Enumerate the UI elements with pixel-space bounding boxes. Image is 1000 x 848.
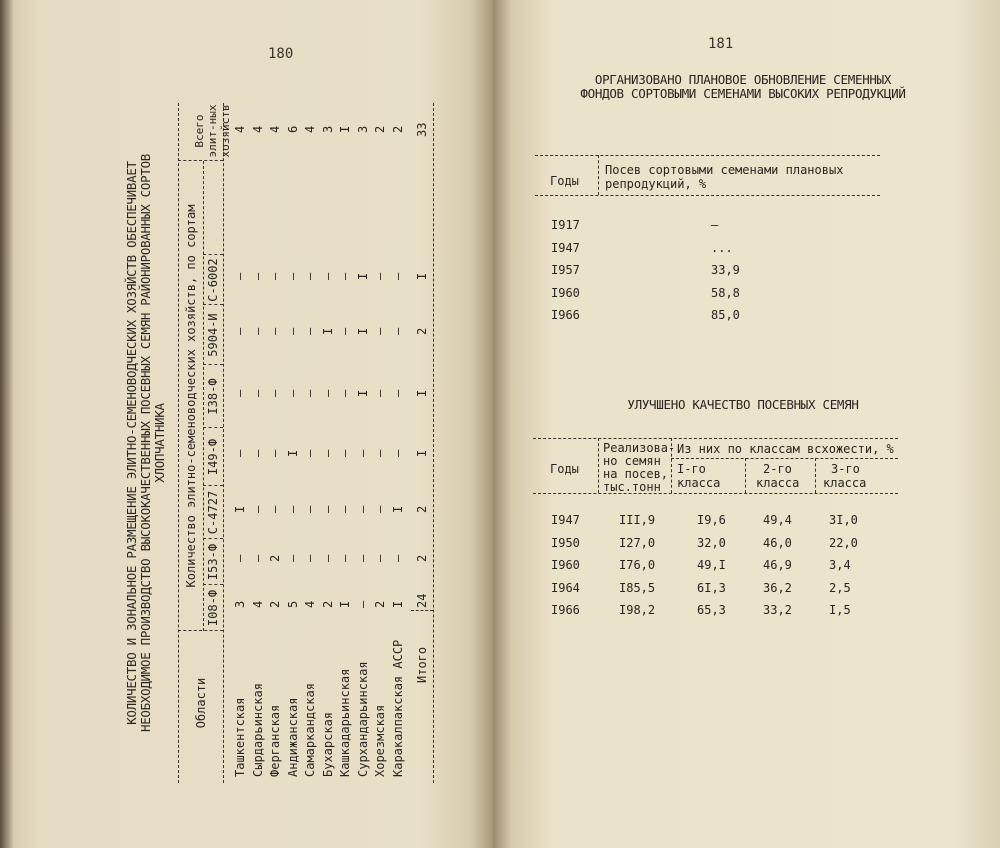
table-row-region: Каракалпакская АССР [390,639,405,777]
table-cell: – [250,389,265,397]
table-cell: 2 [268,600,282,608]
table2-cell-c2: 36,2 [763,580,792,595]
table-row-region: Бухарская [320,711,335,777]
table-cell: – [338,327,352,335]
table1-row-year: I917 [551,218,580,232]
table-rule [533,493,898,494]
table-rule [411,610,433,611]
total-row-cell: I [415,449,429,457]
table-cell: – [285,327,300,335]
table-cell: – [303,327,317,335]
table-cell: – [338,449,352,457]
header-regions: Области [194,677,208,729]
table2-header-class: класса [677,476,721,490]
table-cell: – [373,505,387,513]
table-rule [433,103,434,783]
table-cell: – [373,554,387,562]
table-rule [598,155,599,195]
table-cell: 5 [285,600,300,608]
table-rule [223,103,224,783]
table2-cell-c2: 49,4 [763,513,792,527]
table2-cell-year: I960 [551,558,580,572]
table2-cell-year: I947 [551,513,580,527]
table-cell: – [303,272,317,280]
table-cell: – [355,554,370,562]
table-cell: – [233,389,247,397]
table1-row-value: ... [711,240,733,255]
table1-header-year: Годы [550,174,579,188]
header-variety: I08-Ф [206,589,220,627]
table-cell-total: 4 [268,125,282,133]
table-cell: – [390,449,405,457]
header-total: Всего элит-ных хозяйств [193,104,232,158]
right-page [493,0,1000,848]
table-cell: I [390,505,405,513]
table-rule [815,458,816,493]
table-cell: I [390,600,405,608]
table-cell-total: 4 [233,125,247,133]
header-variety: С-6002 [206,258,220,302]
table-cell: – [320,554,335,562]
table2-header-class: класса [823,476,867,490]
table1-row-year: I957 [551,263,580,277]
table-cell: – [320,505,335,513]
table-cell: – [390,327,405,335]
table2-cell-c3: 2,5 [829,580,851,595]
header-variety: I38-Ф [206,378,220,415]
table2-header-class: I-го [677,462,706,476]
table2-title: УЛУЧШЕНО КАЧЕСТВО ПОСЕВНЫХ СЕМЯН [627,397,859,412]
table-cell: – [320,449,335,457]
total-row-label: Итого [415,646,429,683]
table2-cell-sold: I85,5 [619,580,656,595]
table-cell: – [285,505,300,513]
table-cell: – [303,449,317,457]
total-row-cell: 2 [415,505,429,513]
table-row-region: Сырдарьинская [250,683,265,777]
table-cell: – [303,554,317,562]
table2-header-class: 3-го [831,462,860,476]
table-cell: – [355,600,370,608]
table2-cell-sold: I98,2 [619,603,656,617]
table-title-line: ХЛОПЧАТНИКА [152,403,167,483]
table2-cell-c2: 46,0 [763,535,792,550]
table-cell: – [303,389,317,397]
table1-title-line: ОРГАНИЗОВАНО ПЛАНОВОЕ ОБНОВЛЕНИЕ СЕМЕННЫХ [594,72,892,87]
table-cell: – [373,272,387,280]
table-cell-total: 6 [285,125,300,133]
total-row-total: 33 [415,122,429,137]
page-number: 180 [268,46,294,62]
table2-cell-c1: 32,0 [697,535,726,550]
table-row-region: Кашкадарьинская [338,668,352,777]
total-row-cell: 2 [415,327,429,335]
table-cell: – [268,272,282,280]
header-variety: I49-Ф [206,438,220,476]
table-cell: – [338,554,352,562]
table-row-region: Ферганская [268,704,282,777]
header-variety: С-4727 [206,490,220,535]
table-row-region: Ташкентская [233,697,247,777]
table2-header-class: класса [756,476,800,490]
table-cell: – [233,272,247,280]
table2-cell-year: I964 [551,580,580,595]
table-cell: – [373,449,387,457]
table2-cell-sold: I76,0 [619,558,656,572]
table-cell: – [390,389,405,397]
table-cell: – [338,505,352,513]
table-cell: – [285,554,300,562]
table-cell: – [250,327,265,335]
table2-cell-c3: 3I,0 [829,513,858,527]
page-number: 181 [708,36,734,52]
table-cell: I [285,449,300,457]
table-cell: – [303,505,317,513]
table-cell: 2 [268,554,282,562]
table2-cell-c1: 6I,3 [697,580,726,595]
header-variety: 5904-И [206,313,220,357]
table-cell: – [355,449,370,457]
table-cell: – [250,554,265,562]
table-cell: – [285,389,300,397]
table2-cell-c3: I,5 [829,603,851,617]
table1-title-line: ФОНДОВ СОРТОВЫМИ СЕМЕНАМИ ВЫСОКИХ РЕПРОДУКЦИЙ [580,86,906,101]
header-variety: I53-Ф [206,543,220,581]
table-rule [535,155,880,156]
table1-row-year: I966 [551,308,580,322]
table-cell: – [250,505,265,513]
table-cell: 4 [303,600,317,608]
table1-header-value: репродукций, % [605,177,707,191]
table-rule [203,161,204,631]
table-cell: – [268,327,282,335]
table-cell-total: 2 [373,125,387,133]
table-cell: 3 [233,600,247,608]
table-cell-total: 3 [320,125,335,133]
table2-header-group: Из них по классам всхожести, % [677,442,894,456]
table-cell: – [268,389,282,397]
table-cell-total: I [338,125,352,133]
table-cell: – [320,389,335,397]
table2-cell-c2: 46,9 [763,558,792,572]
table-cell: – [233,327,247,335]
table-cell: – [285,272,300,280]
table2-cell-c1: 49,I [697,558,726,572]
table2-cell-sold: I27,0 [619,535,656,550]
table-cell-total: 4 [303,125,317,133]
table-cell: – [338,272,352,280]
table2-header-sold: но семян [603,454,661,468]
table-cell-total: 2 [390,125,405,133]
total-row-cell: 2 [415,554,429,562]
table2-cell-sold: III,9 [619,513,656,527]
table-cell: 4 [250,600,265,608]
table-cell: 2 [373,600,387,608]
table-cell: – [268,449,282,457]
table1-row-year: I947 [551,240,580,255]
table-cell-total: 4 [250,125,265,133]
table1-row-year: I960 [551,285,580,300]
table-cell: – [355,505,370,513]
table1-row-value: 33,9 [711,263,740,277]
table-cell: – [373,389,387,397]
table-cell: – [390,554,405,562]
table-cell-total: 3 [355,125,370,133]
table-title-line: НЕОБХОДИМОЕ ПРОИЗВОДСТВО ВЫСОКОКАЧЕСТВЕННЫХ ПОСЕВНЫХ СЕМЯН РАЙОНИРОВАННЫХ СОРТОВ [138,153,153,733]
table-cell: I [355,389,370,397]
table2-header-sold: Реализова- [603,441,676,455]
table-row-region: Андижанская [285,697,300,777]
table-cell: I [355,327,370,335]
table-cell: 2 [320,600,335,608]
table2-cell-c1: 65,3 [697,603,726,617]
table-cell: – [390,272,405,280]
table-rule [671,458,898,459]
table-cell: I [338,600,352,608]
table-cell: – [233,449,247,457]
table2-header-sold: тыс.тонн [603,480,661,494]
table-cell: – [320,272,335,280]
table2-cell-c3: 22,0 [829,535,858,550]
table2-cell-year: I966 [551,603,580,617]
table-rule [598,438,599,493]
table1-row-value: – [711,218,719,232]
table-row-region: Хорезмская [373,704,387,777]
table-cell: – [338,389,352,397]
table-cell: – [373,327,387,335]
table-cell: I [320,327,335,335]
table2-header-class: 2-го [763,462,792,476]
table-rule [745,458,746,493]
total-row-cell: 24 [415,593,429,608]
left-page [0,0,493,848]
rotated-table-block [123,103,463,783]
table-rule [535,195,880,196]
table2-header-year: Годы [550,462,579,476]
table-cell: I [233,505,247,513]
table1-header-value: Посев сортовыми семенами плановых [605,163,844,177]
header-group: Количество элитно-семеноводческих хозяйств, по сортам [184,204,198,588]
table-title-line: КОЛИЧЕСТВО И ЗОНАЛЬНОЕ РАЗМЕЩЕНИЕ ЭЛИТНО-СЕМЕНОВОДЧЕСКИХ ХОЗЯЙСТВ ОБЕСПЕЧИВАЕТ [124,161,139,725]
table-cell: I [355,272,370,280]
table1-row-value: 58,8 [711,285,740,300]
table2-cell-c2: 33,2 [763,603,792,617]
table-row-region: Сурхандарьинская [355,661,370,777]
table2-cell-c3: 3,4 [829,558,851,572]
table1-row-value: 85,0 [711,308,740,322]
table-cell: – [268,505,282,513]
table2-cell-c1: I9,6 [697,513,726,527]
table-rule [178,103,179,783]
table-rule [533,438,898,439]
table-cell: – [250,272,265,280]
table2-header-sold: на посев, [603,467,669,481]
table-row-region: Самаркандская [303,683,317,777]
table-cell: – [233,554,247,562]
table-cell: – [250,449,265,457]
table2-cell-year: I950 [551,535,580,550]
total-row-cell: I [415,272,429,280]
total-row-cell: I [415,389,429,397]
